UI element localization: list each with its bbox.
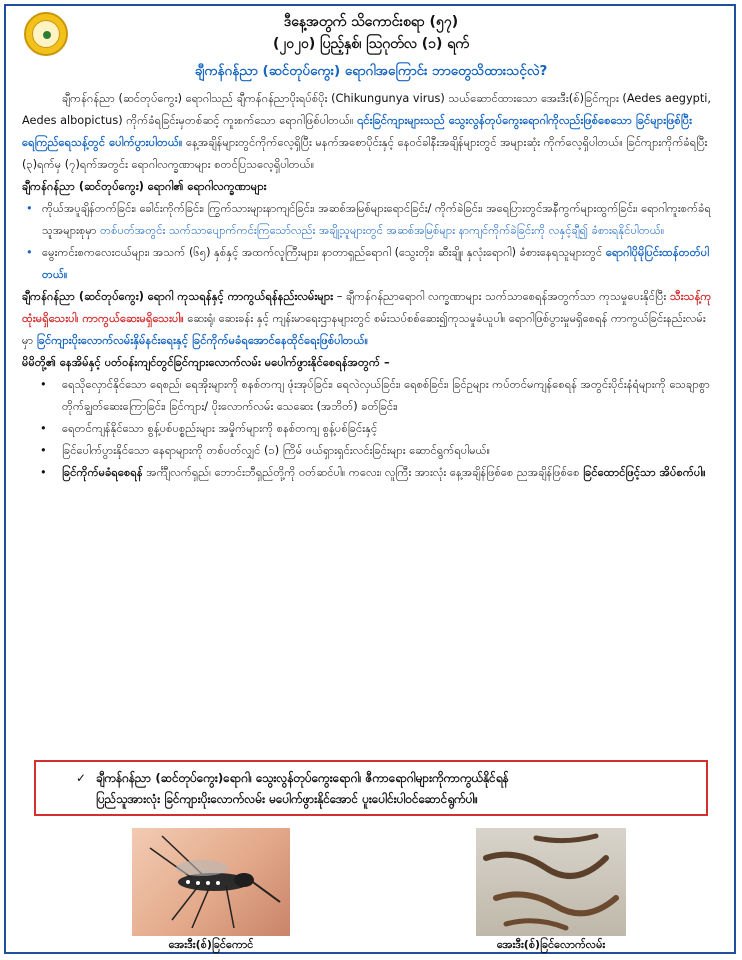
mosquito-caption: အေးဒီး(စ်)ခြင်ကောင် [168,938,254,951]
article-body [22,88,720,484]
symptoms-list [22,198,720,286]
notice-box [34,760,708,816]
list-item: • ခြင်ကိုက်မခံရစေရန် အင်္ကျီလက်ရှည်၊ ဘောင်းဘီရှည်တို့ကို ဝတ်ဆင်ပါ။ ကလေး၊ လူကြီး အားလုံး နေ့အချိန်ဖြစ်စေ ညအချိန်ဖြစ်စေ ခြင်ထောင်ဖြင့်သာ အိပ်စက်ပါ။ [40,466,706,479]
list-item: • ရေတင်ကျန်နိုင်သော စွန့်ပစ်ပစ္စည်းများ အမှိုက်များကို စနစ်တကျ စွန့်ပစ်ခြင်းနှင့် [40,422,378,435]
symptoms-heading: ချီကန်ဂန်ညာ (ဆင်တုပ်ကွေး) ရောဂါ၏ ရောဂါလက္ခဏာများ [22,180,267,193]
checkmark-icon: ✓ [76,771,86,785]
list-item: • မွေးကင်းစကလေးငယ်များ၊ အသက် (၆၅) နှစ်နှင့် အထက်လူကြီးများ၊ နာတာရှည်ရောဂါ (သွေးတိုး၊ ဆီးချို၊ နှလုံးရောဂါ) ခံစားနေရသူများတွင် ရောဂါပိုမိုပြင်းထန်တတ်ပါတယ်။ [26,246,710,281]
list-item: • ခြင်ပေါက်ပွားနိုင်သော နေရာများကို တစ်ပတ်လျှင် (၁) ကြိမ် ဖယ်ရှားရှင်းလင်းခြင်းများ ဆောင်ရွက်ရပါမယ်။ [40,444,491,457]
larva-icon [476,828,626,936]
list-item: • ရေသိုလှောင်နိုင်သော ရေစည်၊ ရေအိုးများကို စနစ်တကျ ဖုံးအုပ်ခြင်း၊ ရေလဲလှယ်ခြင်း၊ ရေစစ်ခြင်း၊ ခြင်ဥများ ကပ်တင်မကျန်စေရန် အတွင်းပိုင်းနံရံများကို သေချာစွာ တိုက်ချွတ်ဆေးကြောခြင်း၊ ခြင်ကျား/ ပိုးလောက်လမ်း သေဆေး (အဘိတ်) ခတ်ခြင်း၊ [40,378,710,413]
list-item: • ကိုယ်အပူချိန်တက်ခြင်း၊ ခေါင်းကိုက်ခြင်း၊ ကြွက်သားများနာကျင်ခြင်း၊ အဆစ်အမြစ်များရောင်ခြင်း/ ကိုက်ခဲခြင်း၊ အရေပြားတွင်အနီကွက်များထွက်ခြင်း၊ ရောဂါကူးစက်ခံရသူအများစုမှာ တစ်ပတ်အတွင်း သက်သာပျောက်ကင်းကြသော်လည်း အချို့သူများတွင် အဆစ်အမြစ်များ နာကျင်ကိုက်ခဲခြင်းကို လနှင့်ချီ၍ ခံစားရနိုင်ပါတယ်။ [26,202,712,237]
larvae-photo [476,828,626,936]
mosquito-photo [132,828,290,936]
larvae-caption: အေးဒီး(စ်)ခြင်လောက်လမ်း [496,938,606,951]
home-heading: မိမိတို့၏ နေအိမ်နှင့် ပတ်ဝန်းကျင်တွင်ခြင်ကျားလောက်လမ်း မပေါက်ဖွားနိုင်စေရန်အတွက် – [22,356,390,369]
mosquito-icon [132,828,290,936]
page-title: ချီကန်ဂန်ညာ (ဆင်တုပ်ကွေး) ရောဂါအကြောင်း ဘာတွေသိထားသင့်လဲ? [194,63,548,79]
notice-line-1: ချီကန်ဂန်ညာ (ဆင်တုပ်ကွေး)ရောဂါ၊ သွေးလွန်တုပ်ကွေးရောဂါ၊ ဇီကာရောဂါများကိုကာကွယ်နိုင်ရန် [96,771,509,785]
intro-paragraph: ချီကန်ဂန်ညာ (ဆင်တုပ်ကွေး) ရောဂါသည် ချီကန်ဂန်ညာပိုးရပ်စ်ပိုး (Chikungunya virus) သယ်ဆောင်ထားသော အေးဒီး(စ်)ခြင်ကျား (Aedes aegypti, Aedes albopictus) ကိုက်ခံရခြင်းမှတစ်ဆင့် ကူးစက်သော ရောဂါဖြစ်ပါတယ်။ ၎င်းခြင်ကျားများသည် သွေးလွန်တုပ်ကွေးရောဂါကိုလည်းဖြစ်စေသော ခြင်များဖြစ်ပြီး ရေကြည်ရေသန့်တွင် ပေါက်ပွားပါတယ်။ နေ့အချိန်များတွင်ကိုက်လေ့ရှိပြီး မနက်အစောပိုင်းနှင့် နေဝင်ခါနီးအချိန်များတွင် အများဆုံး ကိုက်လေ့ရှိပါတယ်။ ခြင်ကျားကိုက်ခံရပြီး (၃)ရက်မှ (၇)ရက်အတွင်း ရောဂါလက္ခဏာများ စတင်ပြသလေ့ရှိပါတယ်။ [22,92,711,171]
notice-line-2: ပြည်သူအားလုံး ခြင်ကျားပိုးလောက်လမ်း မပေါက်ဖွားနိုင်အောင် ပူးပေါင်းပါဝင်ဆောင်ရွက်ပါ။ [96,792,478,806]
prevention-paragraph: ချီကန်ဂန်ညာ (ဆင်တုပ်ကွေး) ရောဂါ ကုသရန်နှင့် ကာကွယ်ရန်နည်းလမ်းများ – ချီကန်ဂန်ညာရောဂါ လက္ခဏာများ သက်သာစေရန်အတွက်သာ ကုသမှုပေးနိုင်ပြီး သီးသန့်ကုထုံးမရှိသေးပါ၊ ကာကွယ်ဆေးမရှိသေးပါ။ ဆေးရုံ၊ ဆေးခန်း နှင့် ကျန်းမာရေးဌာနများတွင် စမ်းသပ်စစ်ဆေး၍ကုသမှုခံယူပါ။ ရောဂါဖြစ်ပွားမှုမရှိစေရန် ကာကွယ်ခြင်းနည်းလမ်း မှာ ခြင်ကျားပိုးလောက်လမ်းနှိမ်နင်းရေးနှင့် ခြင်ကိုက်မခံရအောင်နေထိုင်ရေးဖြစ်ပါတယ်။ [22,290,712,347]
header-date: (၂၀၂၀) ပြည့်နှစ်၊ ဩဂုတ်လ (၁) ရက် [272,36,470,52]
header-line-1: ဒီနေ့အတွက် သိကောင်းစရာ (၅၇) [283,14,459,30]
home-list [22,374,720,484]
